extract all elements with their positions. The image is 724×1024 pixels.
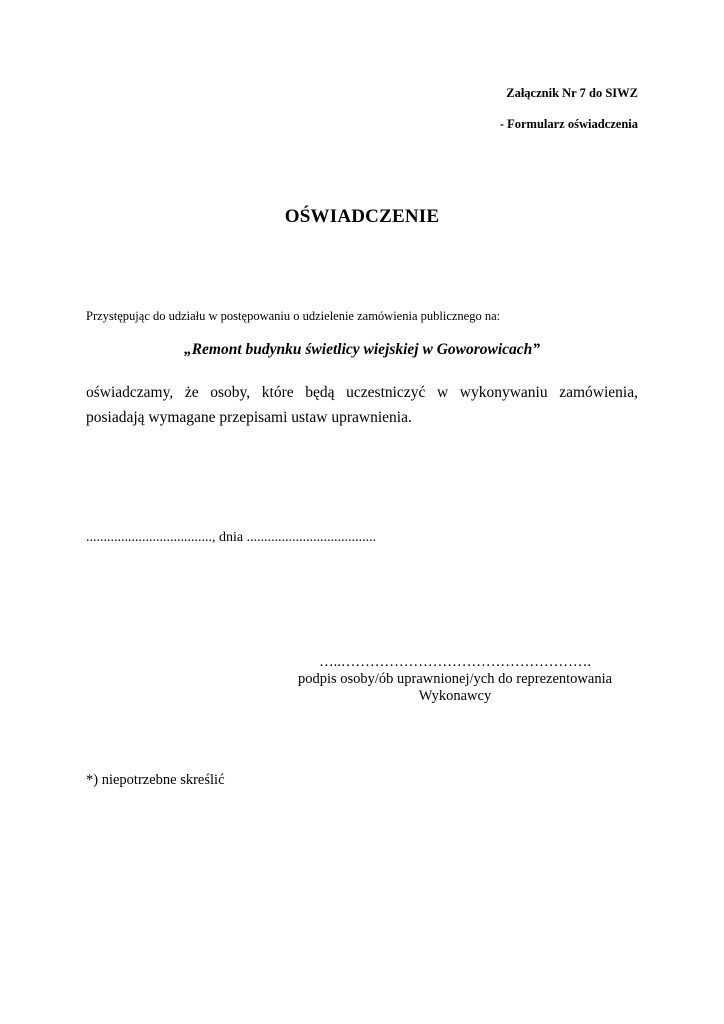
signature-caption-line2: Wykonawcy [418,688,492,704]
document-title: OŚWIADCZENIE [284,206,440,227]
intro-paragraph: Przystępując do udziału w postępowaniu o udzielenie zamówienia publicznego na: [86,309,501,323]
signature-line: …..……………………………………………. [319,654,591,670]
statement-paragraph: oświadczamy, że osoby, które będą uczestniczyć w wykonywaniu zamówienia, posiadają wymagane przepisami ustaw uprawnienia. [86,384,638,426]
form-name-label: - Formularz oświadczenia [499,117,638,131]
project-name: „Remont budynku świetlicy wiejskiej w Goworowicach” [183,341,541,358]
place-date-line: ...................................., dnia ..................................... [86,530,377,545]
signature-caption-line1: podpis osoby/ób uprawnionej/ych do reprezentowania [297,671,613,687]
footnote: *) niepotrzebne skreślić [86,772,225,788]
attachment-label: Załącznik Nr 7 do SIWZ [506,86,638,100]
signature-block [284,654,626,705]
